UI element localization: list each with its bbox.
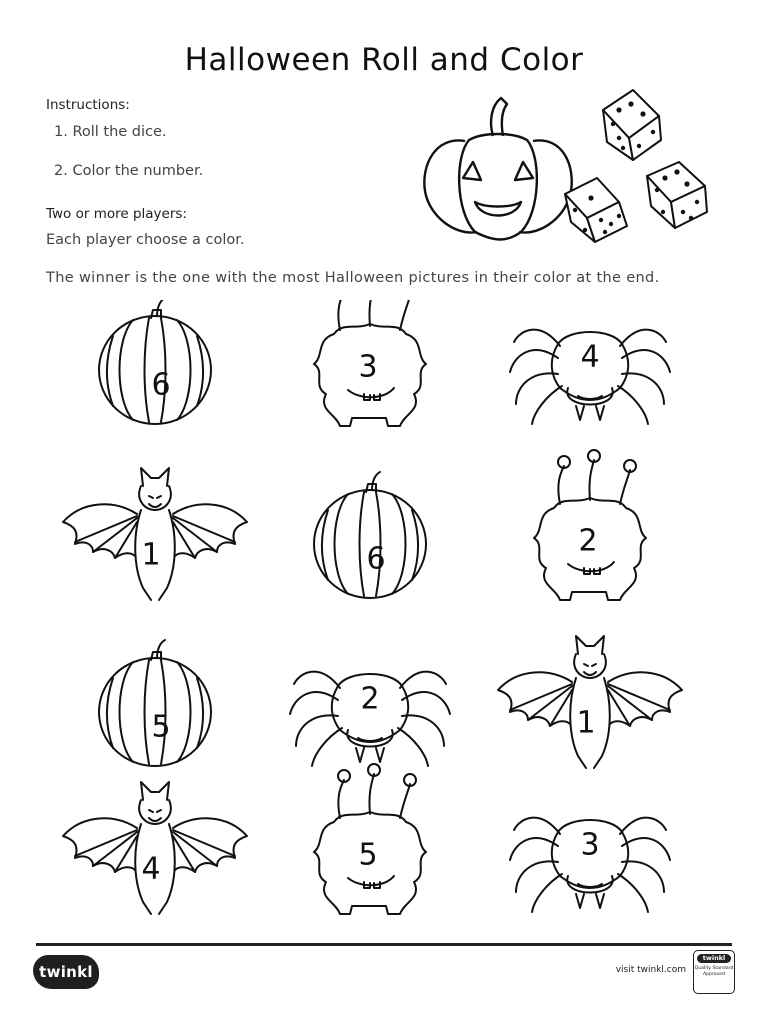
instruction-step-2: 2. Color the number. [54, 163, 204, 179]
badge-line-1: Quality Standard [694, 966, 734, 971]
monster-picture[interactable] [314, 764, 426, 914]
monster-picture[interactable] [534, 450, 646, 600]
twinkl-logo: twinkl [33, 955, 99, 989]
color-grid [0, 300, 768, 930]
players-instruction: Each player choose a color. [46, 232, 245, 248]
pumpkin-picture[interactable] [99, 640, 211, 766]
instruction-step-1: 1. Roll the dice. [54, 124, 167, 140]
quality-badge [693, 950, 735, 994]
dice-icon [647, 162, 707, 228]
picture-number: 4 [580, 339, 600, 375]
picture-number: 3 [580, 827, 600, 863]
bat-picture[interactable] [63, 782, 247, 914]
badge-line-2: Approved [702, 972, 726, 977]
visit-link[interactable]: visit twinkl.com [615, 965, 686, 975]
picture-number: 3 [358, 349, 378, 385]
footer-divider [36, 943, 732, 946]
picture-number: 1 [141, 537, 161, 573]
winner-instruction: The winner is the one with the most Halloween pictures in their color at the end. [46, 270, 660, 286]
players-heading: Two or more players: [46, 206, 187, 222]
bat-picture[interactable] [63, 468, 247, 600]
picture-number: 6 [151, 367, 171, 403]
dice-icon [603, 90, 661, 160]
badge-logo: twinkl [697, 954, 731, 963]
header-illustration [415, 86, 735, 256]
picture-number: 2 [360, 681, 380, 717]
picture-number: 1 [576, 705, 596, 741]
picture-number: 5 [151, 709, 171, 745]
picture-number: 4 [141, 851, 161, 887]
page-title: Halloween Roll and Color [184, 42, 584, 78]
monster-picture[interactable] [314, 300, 426, 426]
jack-o-lantern-icon [424, 98, 571, 240]
picture-number: 5 [358, 837, 378, 873]
spider-picture[interactable] [510, 818, 670, 912]
picture-number: 2 [578, 523, 598, 559]
spider-picture[interactable] [290, 672, 450, 766]
bat-picture[interactable] [498, 636, 682, 768]
picture-number: 6 [366, 541, 386, 577]
pumpkin-picture[interactable] [314, 472, 426, 598]
dice-icon [565, 178, 627, 242]
pumpkin-picture[interactable] [99, 300, 211, 424]
instructions-heading: Instructions: [46, 97, 130, 113]
spider-picture[interactable] [510, 330, 670, 424]
